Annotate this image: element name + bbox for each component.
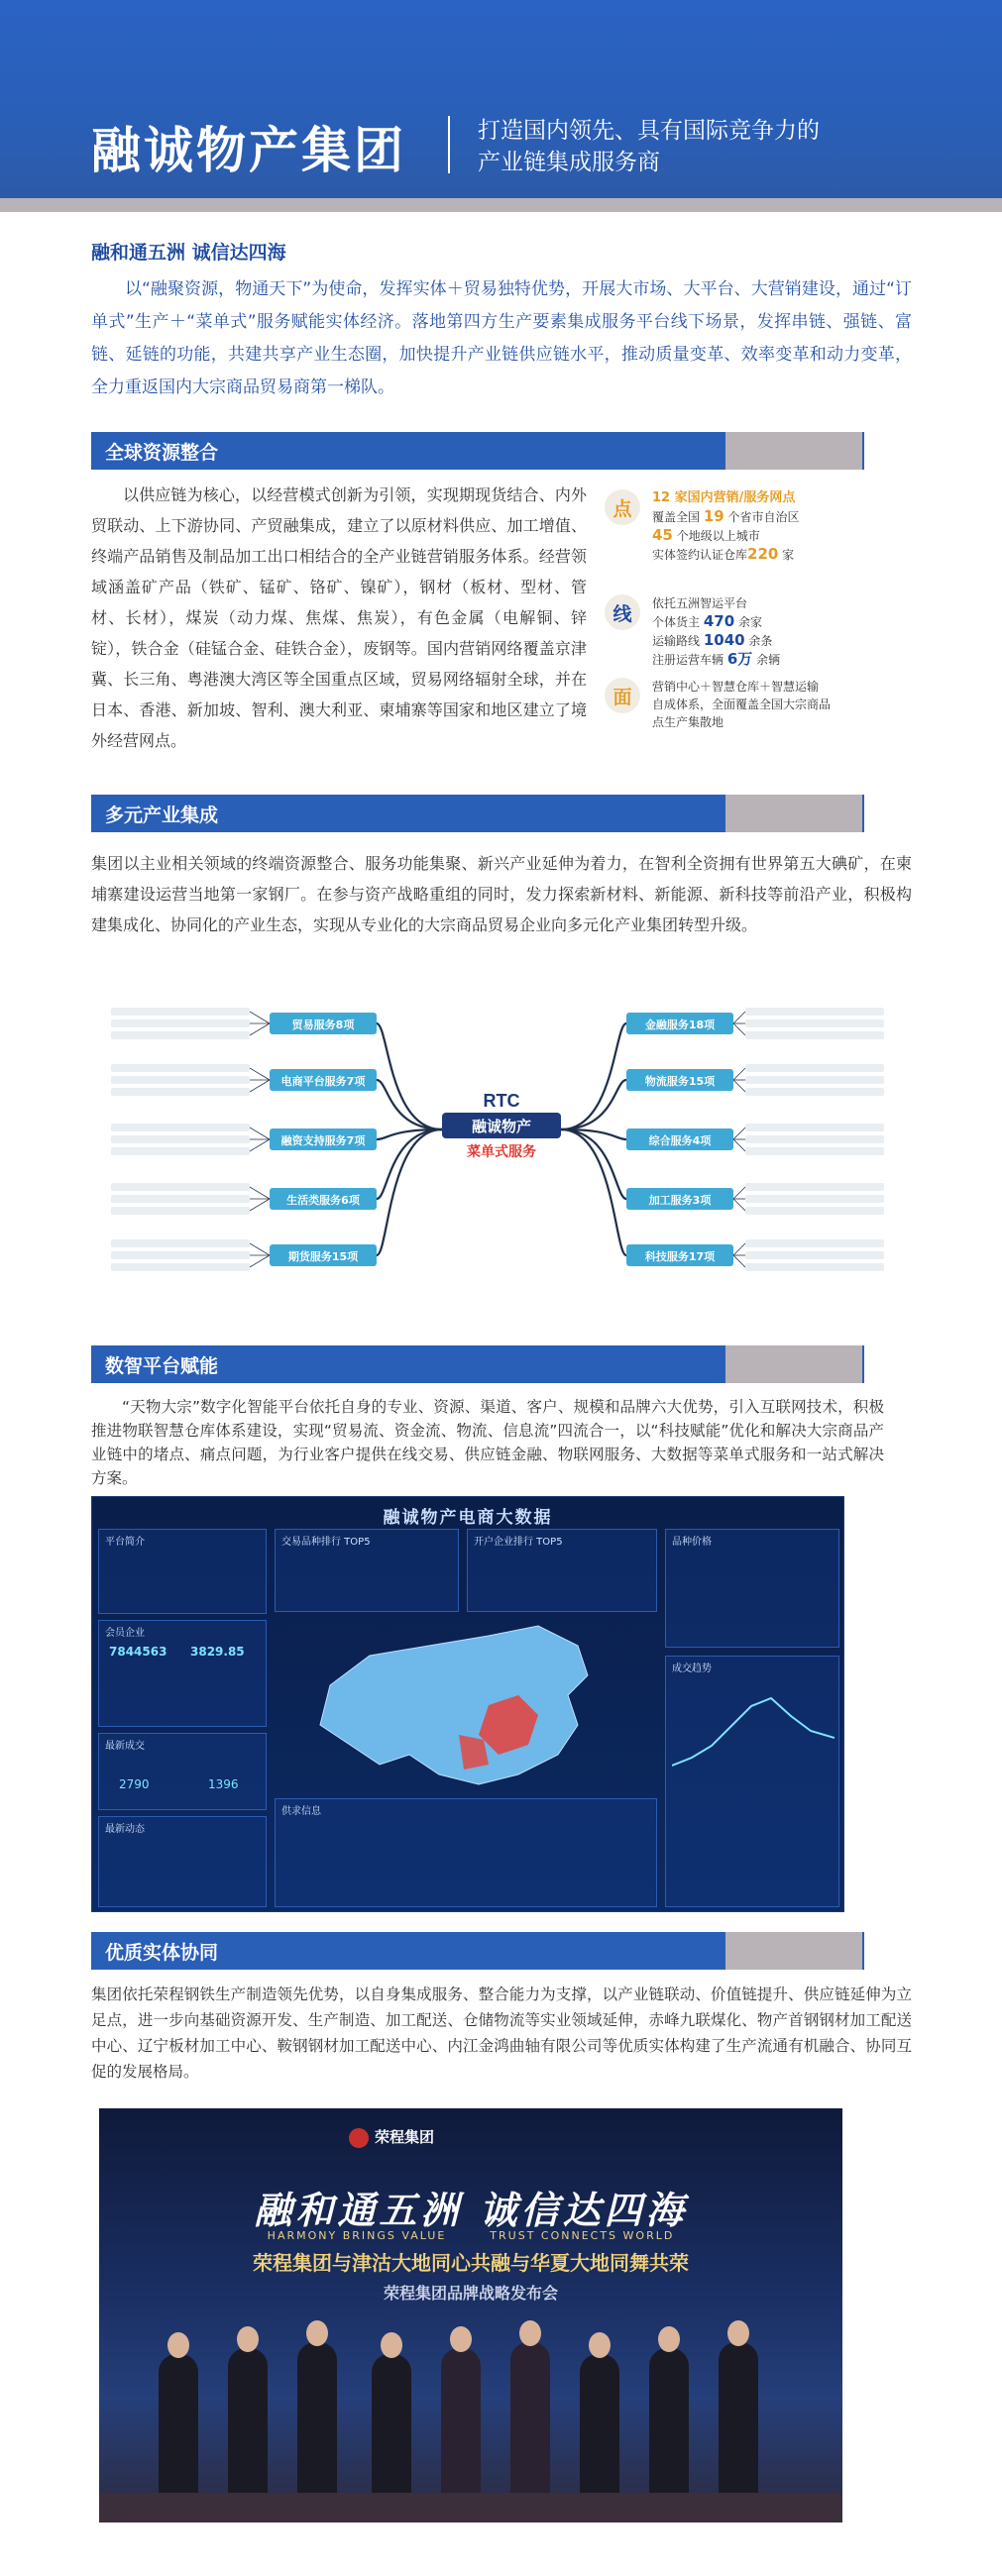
right-branch-3-0 xyxy=(733,1187,745,1199)
brand-divider xyxy=(448,116,450,173)
left-branch-4-0 xyxy=(250,1243,270,1255)
mindmap-center xyxy=(442,1091,561,1160)
trend-line xyxy=(672,1686,835,1775)
left-node-label-2: 融资支持服务7项 xyxy=(280,1134,366,1147)
intro-body: 以“融聚资源，物通天下”为使命，发挥实体＋贸易独特优势，开展大市场、大平台、大营销建设，通过“订单式”生产＋“菜单式”服务赋能实体经济。落地第四方生产要素集成服务平台线下场景，发挥串链、强链、富链、延链的功能，共建共享产业生态圈，加快提升产业链供应链水平，推动质量变革、效率变革和动力变革，全力重返国内大宗商品贸易商第一梯队。 xyxy=(91,279,912,397)
left-leaf-0-2 xyxy=(111,1031,250,1039)
left-connector-0 xyxy=(377,1023,442,1129)
resources-body: 以供应链为核心，以经营模式创新为引领，实现期现货结合、内外贸联动、上下游协同、产贸融集成，建立了以原材料供应、加工增值、终端产品销售及制品加工出口相结合的全产业链营销服务体系。经营领域涵盖矿产品（铁矿、锰矿、铬矿、镍矿），钢材（板材、型材、管材、长材），煤炭（动力煤、焦煤、焦炭），有色金属（电解铜、锌锭），铁合金（硅锰合金、硅铁合金），废钢等。国内营销网络覆盖京津冀、长三角、粤港澳大湾区等全国重点区域，贸易网络辐射全球，并在日本、香港、新加坡、智利、澳大利亚、柬埔寨等国家和地区建立了境外经营网点。 xyxy=(91,485,587,750)
person-head-5 xyxy=(519,2320,541,2346)
person-3 xyxy=(372,2354,411,2503)
right-leaf-2-1 xyxy=(745,1135,884,1143)
right-connector-3 xyxy=(561,1129,626,1199)
dash-panel-trend: 成交趋势 xyxy=(665,1656,839,1907)
right-leaf-1-1 xyxy=(745,1076,884,1084)
industry-body: 集团以主业相关领域的终端资源整合、服务功能集聚、新兴产业延伸为着力，在智利全资拥有世界第五大碘矿，在柬埔寨建设运营当地第一家钢厂。在参与资产战略重组的同时，发力探索新材料、新能源、新科技等前沿产业，积极构建集成化、协同化的产业生态，实现从专业化的大宗商品贸易企业向多元化产业集团转型升级。 xyxy=(91,854,912,934)
brand-title: 融诚物产集团 xyxy=(91,122,406,179)
page-header xyxy=(0,0,1002,198)
brand-tagline xyxy=(478,115,894,178)
right-node-label-0: 金融服务18项 xyxy=(644,1019,716,1031)
right-leaf-4-2 xyxy=(745,1263,884,1271)
right-branch-3-2 xyxy=(733,1199,745,1211)
left-connector-1 xyxy=(377,1080,442,1129)
resource-line xyxy=(605,594,912,674)
left-node-label-3: 生活类服务6项 xyxy=(286,1194,360,1207)
person-8 xyxy=(719,2342,758,2503)
section-title-entity: 优质实体协同 xyxy=(105,1942,219,1964)
person-1 xyxy=(228,2348,268,2503)
right-leaf-3-1 xyxy=(745,1195,884,1203)
center-line-2: 菜单式服务 xyxy=(467,1144,536,1160)
mindmap-connectors xyxy=(377,1023,626,1255)
person-6 xyxy=(580,2354,619,2503)
dash-panel-supply: 供求信息 xyxy=(275,1798,657,1907)
photo-english: HARMONY BRINGS VALUE TRUST CONNECTS WORLD xyxy=(267,2229,675,2242)
surface-icon: 面 xyxy=(605,678,640,713)
person-head-1 xyxy=(237,2326,259,2352)
right-connector-1 xyxy=(561,1080,626,1129)
right-node-label-2: 综合服务4项 xyxy=(648,1134,712,1147)
dashboard-title: 融诚物产电商大数据 xyxy=(383,1508,553,1528)
right-branch-2-0 xyxy=(733,1127,745,1139)
right-leaf-1-2 xyxy=(745,1088,884,1096)
right-leaf-0-1 xyxy=(745,1020,884,1027)
section-accent-digital xyxy=(725,1345,862,1383)
right-branch-2-2 xyxy=(733,1139,745,1151)
right-node-label-1: 物流服务15项 xyxy=(644,1075,716,1088)
dash-panel-news: 最新动态 xyxy=(98,1816,267,1907)
point-icon: 点 xyxy=(605,489,640,525)
right-leaf-2-2 xyxy=(745,1147,884,1155)
mindmap-leaves xyxy=(111,1008,884,1271)
left-leaf-3-0 xyxy=(111,1183,250,1191)
left-branch-1-2 xyxy=(250,1080,270,1092)
left-branch-3-0 xyxy=(250,1187,270,1199)
left-leaf-3-1 xyxy=(111,1195,250,1203)
header-shade-strip xyxy=(0,198,1002,212)
right-branch-1-2 xyxy=(733,1080,745,1092)
right-leaf-1-0 xyxy=(745,1064,884,1072)
person-5 xyxy=(510,2342,550,2503)
person-head-4 xyxy=(450,2326,472,2352)
dash-panel-prices: 品种价格 xyxy=(665,1529,839,1648)
section-title-industry: 多元产业集成 xyxy=(105,805,219,826)
left-leaf-4-2 xyxy=(111,1263,250,1271)
brand-launch-photo xyxy=(99,2108,842,2522)
left-leaf-0-1 xyxy=(111,1020,250,1027)
right-node-label-4: 科技服务17项 xyxy=(644,1250,716,1263)
resource-point xyxy=(605,489,912,569)
left-node-label-4: 期货服务15项 xyxy=(287,1250,359,1263)
left-connector-3 xyxy=(377,1129,442,1199)
resource-surface xyxy=(605,678,912,747)
left-leaf-0-0 xyxy=(111,1008,250,1016)
section-accent-entity xyxy=(725,1932,862,1970)
left-leaf-3-2 xyxy=(111,1207,250,1215)
left-branch-1-0 xyxy=(250,1068,270,1080)
dash-panel-top-goods: 交易品种排行 TOP5 xyxy=(275,1529,459,1612)
left-leaf-1-2 xyxy=(111,1088,250,1096)
person-4 xyxy=(441,2348,481,2503)
right-leaf-3-2 xyxy=(745,1207,884,1215)
person-head-3 xyxy=(381,2332,402,2358)
person-head-8 xyxy=(727,2320,749,2346)
person-0 xyxy=(159,2354,198,2503)
china-map xyxy=(290,1616,627,1794)
right-branch-4-2 xyxy=(733,1255,745,1267)
right-leaf-3-0 xyxy=(745,1183,884,1191)
photo-slogan: 融和通五洲 诚信达四海 xyxy=(254,2189,688,2232)
person-head-6 xyxy=(589,2332,611,2358)
left-connector-4 xyxy=(377,1129,442,1255)
service-mindmap xyxy=(91,996,912,1283)
section-title-resources: 全球资源整合 xyxy=(105,442,219,464)
left-leaf-4-1 xyxy=(111,1251,250,1259)
right-branch-4-0 xyxy=(733,1243,745,1255)
photo-subtitle: 荣程集团与津沽大地同心共融与华夏大地同舞共荣 xyxy=(253,2251,689,2275)
center-line-1: 融诚物产 xyxy=(471,1118,532,1135)
tagline-line-2: 产业链集成服务商 xyxy=(478,150,660,175)
right-node-label-3: 加工服务3项 xyxy=(648,1194,712,1207)
left-node-label-0: 贸易服务8项 xyxy=(291,1019,355,1031)
mindmap-nodes xyxy=(270,1013,733,1266)
left-branch-4-2 xyxy=(250,1255,270,1267)
person-head-7 xyxy=(658,2326,680,2352)
person-7 xyxy=(649,2348,689,2503)
left-leaf-2-0 xyxy=(111,1124,250,1131)
left-leaf-2-1 xyxy=(111,1135,250,1143)
dash-panel-top-companies: 开户企业排行 TOP5 xyxy=(467,1529,657,1612)
left-leaf-1-0 xyxy=(111,1064,250,1072)
person-2 xyxy=(297,2342,337,2503)
left-branch-2-2 xyxy=(250,1139,270,1151)
right-leaf-4-1 xyxy=(745,1251,884,1259)
right-connector-0 xyxy=(561,1023,626,1129)
right-connector-4 xyxy=(561,1129,626,1255)
section-accent-industry xyxy=(725,795,862,832)
dash-panel-members: 会员企业 7844563 3829.85 xyxy=(98,1620,267,1727)
tagline-line-1: 打造国内领先、具有国际竞争力的 xyxy=(478,118,820,144)
digital-body: “天物大宗”数字化智能平台依托自身的专业、资源、渠道、客户、规模和品牌六大优势，引入互联网技术，积极推进物联智慧仓库体系建设，实现“贸易流、资金流、物流、信息流”四流合一，以“科技赋能”优化和解决大宗商品产业链中的堵点、痛点问题，为行业客户提供在线交易、供应链金融、物联网服务、大数据等菜单式服务和一站式解决方案。 xyxy=(91,1398,884,1487)
left-node-label-1: 电商平台服务7项 xyxy=(280,1075,366,1088)
point-text: 12 家国内营销/服务网点 覆盖全国 19 个省市自治区 45 个地级以上城市 实体签约认证仓库220 家 xyxy=(652,490,800,563)
section-accent-resources xyxy=(725,432,862,470)
left-branch-2-0 xyxy=(250,1127,270,1139)
photo-logo: 荣程集团 xyxy=(349,2126,434,2148)
line-text: 依托五洲智运平台 个体货主 470 余家 运输路线 1040 余条 注册运营车辆 6万 余辆 xyxy=(652,596,781,668)
surface-text: 营销中心＋智慧仓库＋智慧运输 自成体系，全面覆盖全国大宗商品 点生产集散地 xyxy=(652,680,832,729)
section-title-digital: 数智平台赋能 xyxy=(105,1355,219,1377)
line-icon: 线 xyxy=(605,594,640,630)
ecommerce-dashboard-image xyxy=(91,1496,844,1912)
right-branch-0-0 xyxy=(733,1012,745,1023)
person-head-2 xyxy=(306,2320,328,2346)
right-leaf-2-0 xyxy=(745,1124,884,1131)
stage-floor xyxy=(99,2493,842,2522)
intro-heading: 融和通五洲 诚信达四海 xyxy=(91,242,286,264)
dash-panel-trades: 最新成交 2790 1396 xyxy=(98,1733,267,1810)
left-branch-0-0 xyxy=(250,1012,270,1023)
left-branch-0-2 xyxy=(250,1023,270,1035)
dash-panel-intro: 平台简介 xyxy=(98,1529,267,1614)
right-branch-0-2 xyxy=(733,1023,745,1035)
right-leaf-0-0 xyxy=(745,1008,884,1016)
right-leaf-4-0 xyxy=(745,1239,884,1247)
right-branch-1-0 xyxy=(733,1068,745,1080)
photo-event-name: 荣程集团品牌战略发布会 xyxy=(383,2284,558,2303)
left-leaf-4-0 xyxy=(111,1239,250,1247)
person-head-0 xyxy=(167,2332,189,2358)
left-leaf-1-1 xyxy=(111,1076,250,1084)
right-leaf-0-2 xyxy=(745,1031,884,1039)
center-logo: RTC xyxy=(483,1091,520,1111)
rongcheng-logo-icon xyxy=(349,2128,369,2148)
left-leaf-2-2 xyxy=(111,1147,250,1155)
entity-body: 集团依托荣程钢铁生产制造领先优势，以自身集成服务、整合能力为支撑，以产业链联动、价值链提升、供应链延伸为立足点，进一步向基础资源开发、生产制造、加工配送、仓储物流等实业领域延伸，赤峰九联煤化、物产首钢钢材加工配送中心、辽宁板材加工中心、鞍钢钢材加工配送中心、内江金鸿曲轴有限公司等优质实体构建了生产流通有机融合、协同互促的发展格局。 xyxy=(91,1986,912,2081)
left-branch-3-2 xyxy=(250,1199,270,1211)
